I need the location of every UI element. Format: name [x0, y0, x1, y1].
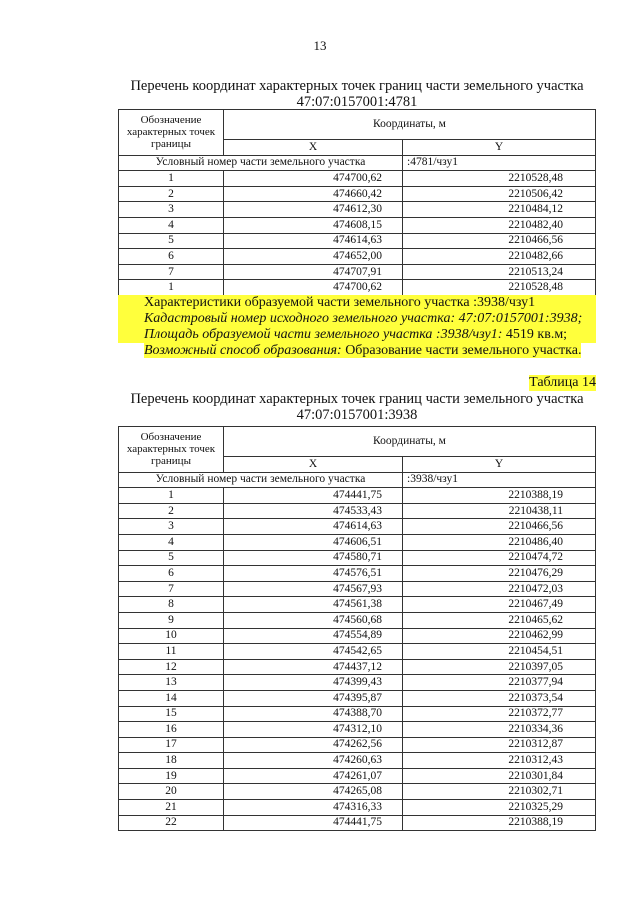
x-coordinate-cell: 474567,93: [224, 581, 403, 597]
point-number-cell: 4: [119, 217, 224, 233]
table-row: [119, 753, 596, 769]
point-number-cell: 22: [119, 815, 224, 831]
cadastral-number-line: Кадастровый номер исходного земельного участка: 47:07:0157001:3938;: [118, 311, 596, 327]
x-coordinate-cell: 474614,63: [224, 519, 403, 535]
x-coordinate-cell: 474262,56: [224, 737, 403, 753]
table1-heading-line1: Перечень координат характерных точек границ части земельного участка: [130, 78, 584, 94]
table2-heading-line1: Перечень координат характерных точек границ части земельного участка: [130, 391, 584, 407]
x-coordinate-cell: 474260,63: [224, 753, 403, 769]
x-coordinate-cell: 474542,65: [224, 644, 403, 660]
table2-header-y: Y: [403, 457, 596, 473]
x-coordinate-cell: 474700,62: [224, 280, 403, 296]
y-coordinate-cell: 2210372,77: [403, 706, 596, 722]
table2-header-point: Обозначение характерных точек границы: [119, 427, 224, 473]
x-coordinate-cell: 474441,75: [224, 815, 403, 831]
point-number-cell: 6: [119, 566, 224, 582]
point-number-cell: 17: [119, 737, 224, 753]
y-coordinate-cell: 2210513,24: [403, 264, 596, 280]
point-number-cell: 15: [119, 706, 224, 722]
x-coordinate-cell: 474614,63: [224, 233, 403, 249]
point-number-cell: 6: [119, 249, 224, 265]
table-row: [119, 202, 596, 218]
point-number-cell: 18: [119, 753, 224, 769]
table-row: [119, 171, 596, 187]
x-coordinate-cell: 474707,91: [224, 264, 403, 280]
y-coordinate-cell: 2210506,42: [403, 186, 596, 202]
table1-header-y: Y: [403, 140, 596, 156]
table1-header-x: X: [224, 140, 403, 156]
point-number-cell: 3: [119, 202, 224, 218]
y-coordinate-cell: 2210462,99: [403, 628, 596, 644]
point-number-cell: 1: [119, 280, 224, 296]
y-coordinate-cell: 2210312,87: [403, 737, 596, 753]
y-coordinate-cell: 2210466,56: [403, 233, 596, 249]
x-coordinate-cell: 474399,43: [224, 675, 403, 691]
point-number-cell: 13: [119, 675, 224, 691]
y-coordinate-cell: 2210528,48: [403, 171, 596, 187]
table-row: [119, 280, 596, 296]
table1: [118, 109, 596, 296]
table-row: [119, 768, 596, 784]
table-number-label: Таблица 14: [529, 375, 596, 390]
x-coordinate-cell: 474580,71: [224, 550, 403, 566]
x-coordinate-cell: 474441,75: [224, 488, 403, 504]
point-number-cell: 20: [119, 784, 224, 800]
table1-header-point: Обозначение характерных точек границы: [119, 110, 224, 156]
point-number-cell: 19: [119, 768, 224, 784]
point-number-cell: 14: [119, 690, 224, 706]
x-coordinate-cell: 474561,38: [224, 597, 403, 613]
table-row: [119, 737, 596, 753]
table-row: [119, 566, 596, 582]
point-number-cell: 7: [119, 581, 224, 597]
table2-heading-line2: 47:07:0157001:3938: [296, 407, 418, 423]
table-row: [119, 249, 596, 265]
x-coordinate-cell: 474533,43: [224, 503, 403, 519]
table-row: [119, 706, 596, 722]
y-coordinate-cell: 2210482,40: [403, 217, 596, 233]
table-row: [119, 722, 596, 738]
table1-heading-line2: 47:07:0157001:4781: [296, 94, 418, 110]
x-coordinate-cell: 474437,12: [224, 659, 403, 675]
point-number-cell: 1: [119, 171, 224, 187]
x-coordinate-cell: 474606,51: [224, 534, 403, 550]
point-number-cell: 2: [119, 503, 224, 519]
x-coordinate-cell: 474700,62: [224, 171, 403, 187]
table-row: [119, 503, 596, 519]
x-coordinate-cell: 474316,33: [224, 800, 403, 816]
table2: [118, 426, 596, 831]
x-coordinate-cell: 474652,00: [224, 249, 403, 265]
point-number-cell: 4: [119, 534, 224, 550]
area-value: 4519 кв.м;: [502, 327, 568, 342]
x-coordinate-cell: 474608,15: [224, 217, 403, 233]
table2-part-value: :3938/чзу1: [403, 472, 596, 488]
y-coordinate-cell: 2210476,29: [403, 566, 596, 582]
table2-heading: [118, 391, 596, 423]
y-coordinate-cell: 2210377,94: [403, 675, 596, 691]
page-number: 13: [313, 38, 327, 53]
y-coordinate-cell: 2210528,48: [403, 280, 596, 296]
table1-heading: [118, 78, 596, 110]
x-coordinate-cell: 474660,42: [224, 186, 403, 202]
table-row: [119, 264, 596, 280]
table-row: [119, 186, 596, 202]
table1-header-coords: Координаты, м: [224, 110, 596, 140]
point-number-cell: 21: [119, 800, 224, 816]
method-value: Образование части земельного участка.: [341, 343, 582, 358]
y-coordinate-cell: 2210388,19: [403, 488, 596, 504]
table-row: [119, 581, 596, 597]
y-coordinate-cell: 2210465,62: [403, 612, 596, 628]
y-coordinate-cell: 2210373,54: [403, 690, 596, 706]
y-coordinate-cell: 2210454,51: [403, 644, 596, 660]
table-row: [119, 597, 596, 613]
table1-body: [119, 171, 596, 296]
x-coordinate-cell: 474265,08: [224, 784, 403, 800]
point-number-cell: 12: [119, 659, 224, 675]
x-coordinate-cell: 474554,89: [224, 628, 403, 644]
y-coordinate-cell: 2210484,12: [403, 202, 596, 218]
x-coordinate-cell: 474612,30: [224, 202, 403, 218]
y-coordinate-cell: 2210486,40: [403, 534, 596, 550]
table-row: [119, 550, 596, 566]
x-coordinate-cell: 474395,87: [224, 690, 403, 706]
table-row: [119, 217, 596, 233]
table-row: [119, 233, 596, 249]
table-row: [119, 519, 596, 535]
y-coordinate-cell: 2210438,11: [403, 503, 596, 519]
y-coordinate-cell: 2210466,56: [403, 519, 596, 535]
point-number-cell: 5: [119, 233, 224, 249]
x-coordinate-cell: 474312,10: [224, 722, 403, 738]
method-label: Возможный способ образования:: [144, 343, 342, 358]
point-number-cell: 3: [119, 519, 224, 535]
x-coordinate-cell: 474261,07: [224, 768, 403, 784]
y-coordinate-cell: 2210472,03: [403, 581, 596, 597]
y-coordinate-cell: 2210474,72: [403, 550, 596, 566]
table2-header-x: X: [224, 457, 403, 473]
table-row: [119, 800, 596, 816]
table2-body: [119, 488, 596, 831]
table-row: [119, 534, 596, 550]
table-row: [119, 628, 596, 644]
y-coordinate-cell: 2210334,36: [403, 722, 596, 738]
point-number-cell: 8: [119, 597, 224, 613]
table-row: [119, 488, 596, 504]
point-number-cell: 10: [119, 628, 224, 644]
area-label: Площадь образуемой части земельного участка :3938/чзу1:: [144, 327, 503, 342]
y-coordinate-cell: 2210312,43: [403, 753, 596, 769]
y-coordinate-cell: 2210482,66: [403, 249, 596, 265]
y-coordinate-cell: 2210325,29: [403, 800, 596, 816]
table-row: [119, 659, 596, 675]
table-row: [119, 784, 596, 800]
characteristics-line: Характеристики образуемой части земельного участка :3938/чзу1: [118, 295, 596, 311]
x-coordinate-cell: 474560,68: [224, 612, 403, 628]
table1-part-value: :4781/чзу1: [403, 155, 596, 171]
y-coordinate-cell: 2210302,71: [403, 784, 596, 800]
area-line: [118, 327, 596, 343]
method-line: [118, 343, 596, 359]
table-row: [119, 815, 596, 831]
table-row: [119, 690, 596, 706]
point-number-cell: 7: [119, 264, 224, 280]
point-number-cell: 11: [119, 644, 224, 660]
y-coordinate-cell: 2210467,49: [403, 597, 596, 613]
table-row: [119, 675, 596, 691]
point-number-cell: 9: [119, 612, 224, 628]
point-number-cell: 5: [119, 550, 224, 566]
y-coordinate-cell: 2210301,84: [403, 768, 596, 784]
table1-part-label: Условный номер части земельного участка: [119, 155, 403, 171]
point-number-cell: 1: [119, 488, 224, 504]
y-coordinate-cell: 2210388,19: [403, 815, 596, 831]
x-coordinate-cell: 474388,70: [224, 706, 403, 722]
point-number-cell: 16: [119, 722, 224, 738]
table2-part-label: Условный номер части земельного участка: [119, 472, 403, 488]
y-coordinate-cell: 2210397,05: [403, 659, 596, 675]
table-row: [119, 644, 596, 660]
x-coordinate-cell: 474576,51: [224, 566, 403, 582]
table2-header-coords: Координаты, м: [224, 427, 596, 457]
point-number-cell: 2: [119, 186, 224, 202]
table-row: [119, 612, 596, 628]
